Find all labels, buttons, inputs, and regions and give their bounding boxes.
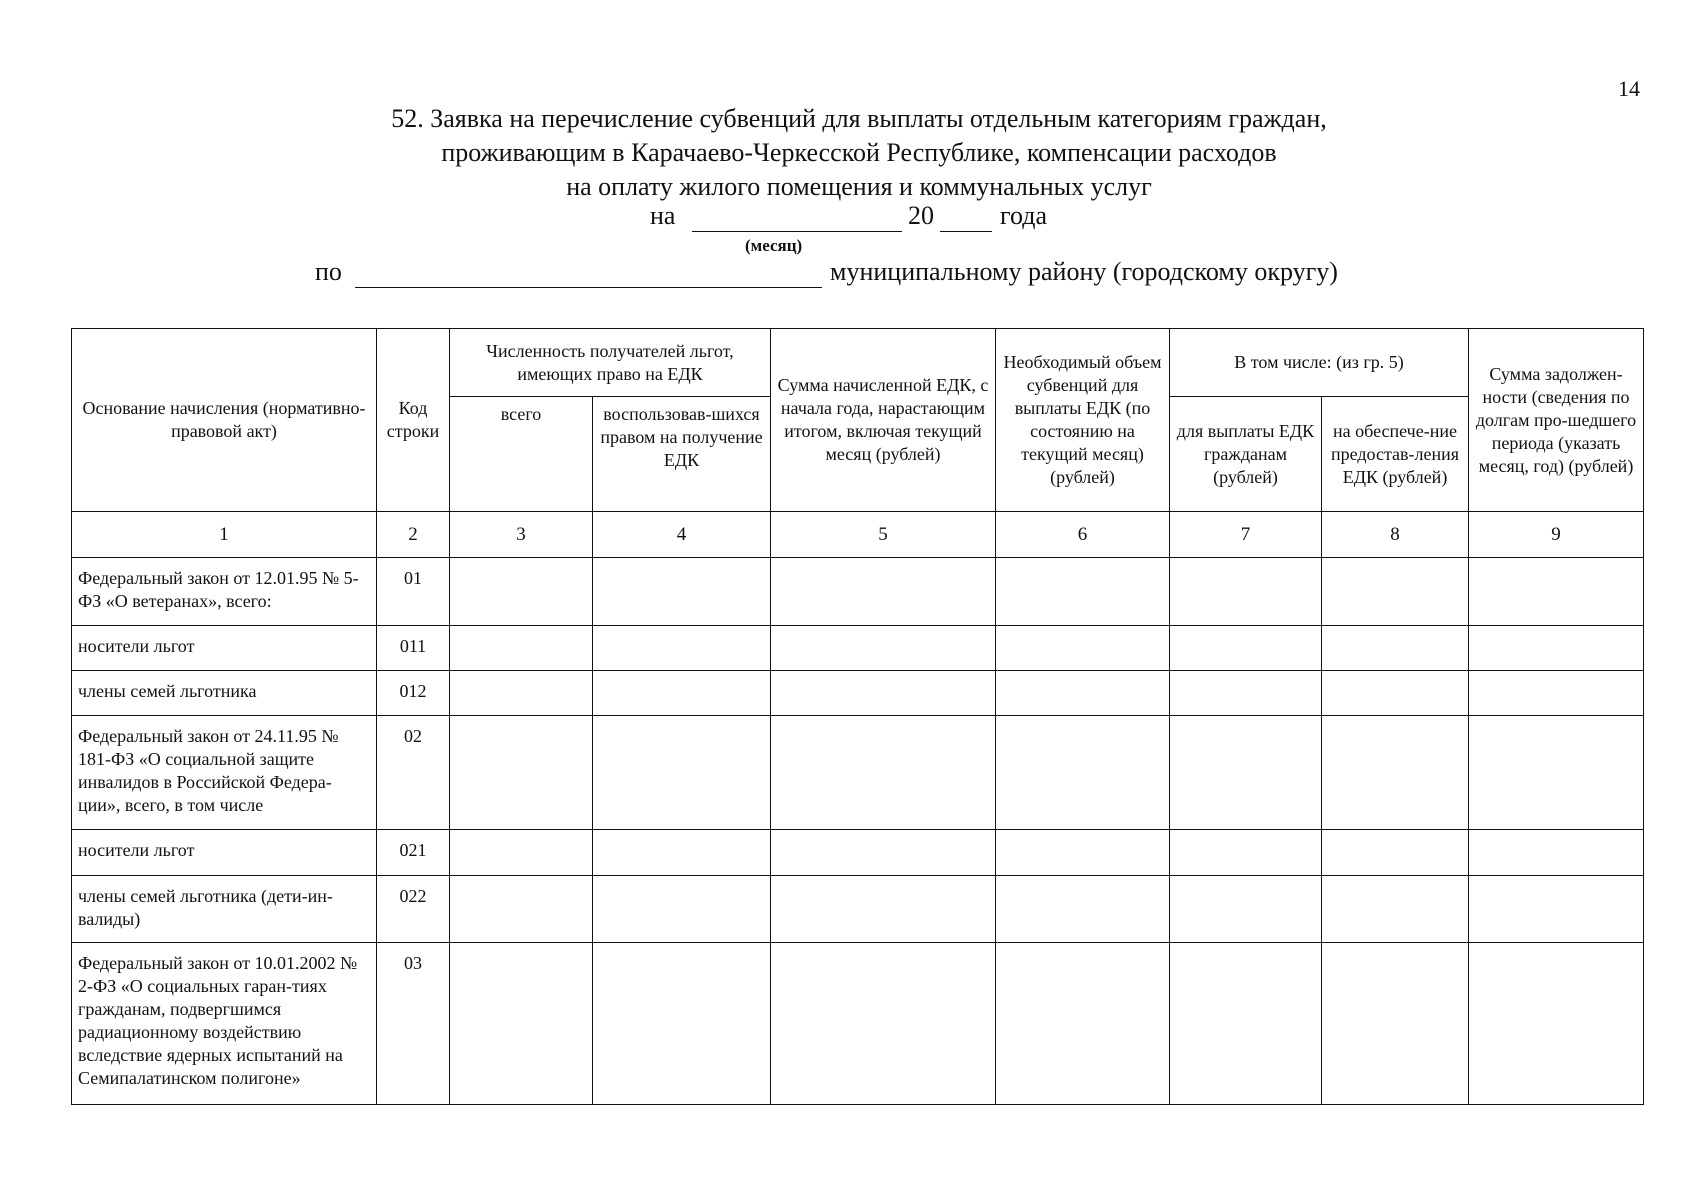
header-basis: Основание начисления (нормативно-правовой акт) bbox=[72, 329, 377, 512]
data-cell[interactable] bbox=[450, 943, 593, 1105]
data-cell[interactable] bbox=[996, 830, 1170, 876]
data-cell[interactable] bbox=[1469, 626, 1644, 671]
data-cell[interactable] bbox=[996, 943, 1170, 1105]
page-number: 14 bbox=[1618, 76, 1640, 101]
data-cell[interactable] bbox=[1469, 943, 1644, 1105]
period-century: 20 bbox=[908, 201, 934, 230]
column-number: 8 bbox=[1322, 512, 1469, 558]
period-prefix: на bbox=[650, 201, 676, 230]
data-cell[interactable] bbox=[593, 558, 771, 626]
table-row bbox=[72, 943, 1644, 1105]
data-cell[interactable] bbox=[593, 830, 771, 876]
data-cell[interactable] bbox=[771, 830, 996, 876]
data-cell[interactable] bbox=[996, 626, 1170, 671]
data-cell[interactable] bbox=[593, 716, 771, 830]
column-number: 4 bbox=[593, 512, 771, 558]
data-cell[interactable] bbox=[450, 830, 593, 876]
data-cell[interactable] bbox=[1469, 716, 1644, 830]
data-cell[interactable] bbox=[1170, 830, 1322, 876]
header-including-group: В том числе: (из гр. 5) bbox=[1170, 329, 1469, 397]
header-recipients-group: Численность получателей льгот, имеющих право на ЕДК bbox=[450, 329, 771, 397]
row-basis: носители льгот bbox=[72, 830, 377, 876]
title-line-1: 52. Заявка на перечисление субвенций для выплаты отдельным категориям граждан, bbox=[391, 104, 1327, 133]
data-cell[interactable] bbox=[593, 626, 771, 671]
row-basis: носители льгот bbox=[72, 626, 377, 671]
district-blank[interactable] bbox=[355, 287, 822, 288]
row-code: 02 bbox=[377, 716, 450, 830]
row-basis: Федеральный закон от 10.01.2002 № 2-ФЗ «О социальных гаран-тиях гражданам, подвергшимся радиационному воздействию вследствие ядерных испытаний на Семипалатинском полигоне» bbox=[72, 943, 377, 1105]
period-suffix: года bbox=[1000, 201, 1048, 230]
header-subvention-volume: Необходимый объем субвенций для выплаты ЕДК (по состоянию на текущий месяц) (рублей) bbox=[996, 329, 1170, 512]
column-number: 6 bbox=[996, 512, 1170, 558]
data-cell[interactable] bbox=[1322, 716, 1469, 830]
data-cell[interactable] bbox=[771, 558, 996, 626]
header-sum-accrued: Сумма начисленной ЕДК, с начала года, нарастающим итогом, включая текущий месяц (рублей) bbox=[771, 329, 996, 512]
table-row bbox=[72, 716, 1644, 830]
data-cell[interactable] bbox=[1170, 876, 1322, 943]
data-cell[interactable] bbox=[771, 671, 996, 716]
data-cell[interactable] bbox=[1469, 558, 1644, 626]
data-cell[interactable] bbox=[1322, 943, 1469, 1105]
data-cell[interactable] bbox=[1322, 671, 1469, 716]
data-cell[interactable] bbox=[593, 943, 771, 1105]
month-sublabel: (месяц) bbox=[745, 236, 803, 255]
data-cell[interactable] bbox=[1322, 558, 1469, 626]
header-including-provision: на обеспече-ние предостав-ления ЕДК (рублей) bbox=[1322, 397, 1469, 512]
row-code: 022 bbox=[377, 876, 450, 943]
data-cell[interactable] bbox=[771, 626, 996, 671]
table-row bbox=[72, 876, 1644, 943]
column-number: 3 bbox=[450, 512, 593, 558]
data-cell[interactable] bbox=[771, 716, 996, 830]
data-cell[interactable] bbox=[1170, 626, 1322, 671]
row-basis: члены семей льготника bbox=[72, 671, 377, 716]
row-code: 011 bbox=[377, 626, 450, 671]
row-basis: члены семей льготника (дети-ин-валиды) bbox=[72, 876, 377, 943]
data-cell[interactable] bbox=[450, 671, 593, 716]
table-row bbox=[72, 558, 1644, 626]
data-cell[interactable] bbox=[1170, 716, 1322, 830]
data-cell[interactable] bbox=[1170, 943, 1322, 1105]
data-cell[interactable] bbox=[450, 558, 593, 626]
table-row bbox=[72, 626, 1644, 671]
month-blank[interactable] bbox=[692, 231, 902, 232]
row-code: 03 bbox=[377, 943, 450, 1105]
header-recipients-total: всего bbox=[450, 397, 593, 512]
column-number: 7 bbox=[1170, 512, 1322, 558]
column-number: 2 bbox=[377, 512, 450, 558]
data-cell[interactable] bbox=[996, 876, 1170, 943]
data-cell[interactable] bbox=[1469, 830, 1644, 876]
data-cell[interactable] bbox=[450, 716, 593, 830]
district-suffix: муниципальному району (городскому округу) bbox=[830, 257, 1338, 286]
data-cell[interactable] bbox=[1322, 626, 1469, 671]
column-number: 5 bbox=[771, 512, 996, 558]
column-number: 9 bbox=[1469, 512, 1644, 558]
data-cell[interactable] bbox=[1469, 671, 1644, 716]
data-cell[interactable] bbox=[1170, 671, 1322, 716]
title-line-2: проживающим в Карачаево-Черкесской Республике, компенсации расходов bbox=[441, 138, 1277, 167]
data-cell[interactable] bbox=[450, 876, 593, 943]
row-code: 01 bbox=[377, 558, 450, 626]
title-line-3: на оплату жилого помещения и коммунальных услуг bbox=[566, 172, 1152, 201]
year-blank[interactable] bbox=[940, 231, 992, 232]
data-cell[interactable] bbox=[1469, 876, 1644, 943]
data-cell[interactable] bbox=[771, 876, 996, 943]
row-basis: Федеральный закон от 24.11.95 № 181-ФЗ «О социальной защите инвалидов в Российской Федера-ции», всего, в том числе bbox=[72, 716, 377, 830]
data-cell[interactable] bbox=[593, 876, 771, 943]
row-basis: Федеральный закон от 12.01.95 № 5-ФЗ «О ветеранах», всего: bbox=[72, 558, 377, 626]
table-row bbox=[72, 830, 1644, 876]
data-cell[interactable] bbox=[996, 558, 1170, 626]
row-code: 012 bbox=[377, 671, 450, 716]
header-debt: Сумма задолжен-ности (сведения по долгам про-шедшего периода (указать месяц, год) (рублей) bbox=[1469, 329, 1644, 512]
data-cell[interactable] bbox=[1322, 876, 1469, 943]
column-number: 1 bbox=[72, 512, 377, 558]
data-cell[interactable] bbox=[593, 671, 771, 716]
document-title bbox=[0, 102, 1698, 204]
row-code: 021 bbox=[377, 830, 450, 876]
data-cell[interactable] bbox=[1322, 830, 1469, 876]
header-including-payment: для выплаты ЕДК гражданам (рублей) bbox=[1170, 397, 1322, 512]
table-row bbox=[72, 671, 1644, 716]
data-cell[interactable] bbox=[450, 626, 593, 671]
data-cell[interactable] bbox=[996, 671, 1170, 716]
header-code: Код строки bbox=[377, 329, 450, 512]
column-number-row bbox=[72, 512, 1644, 558]
data-cell[interactable] bbox=[996, 716, 1170, 830]
district-prefix: по bbox=[315, 257, 342, 286]
header-recipients-used: воспользовав-шихся правом на получение ЕДК bbox=[593, 397, 771, 512]
data-cell[interactable] bbox=[1170, 558, 1322, 626]
data-cell[interactable] bbox=[771, 943, 996, 1105]
subvention-request-table bbox=[71, 328, 1644, 1105]
